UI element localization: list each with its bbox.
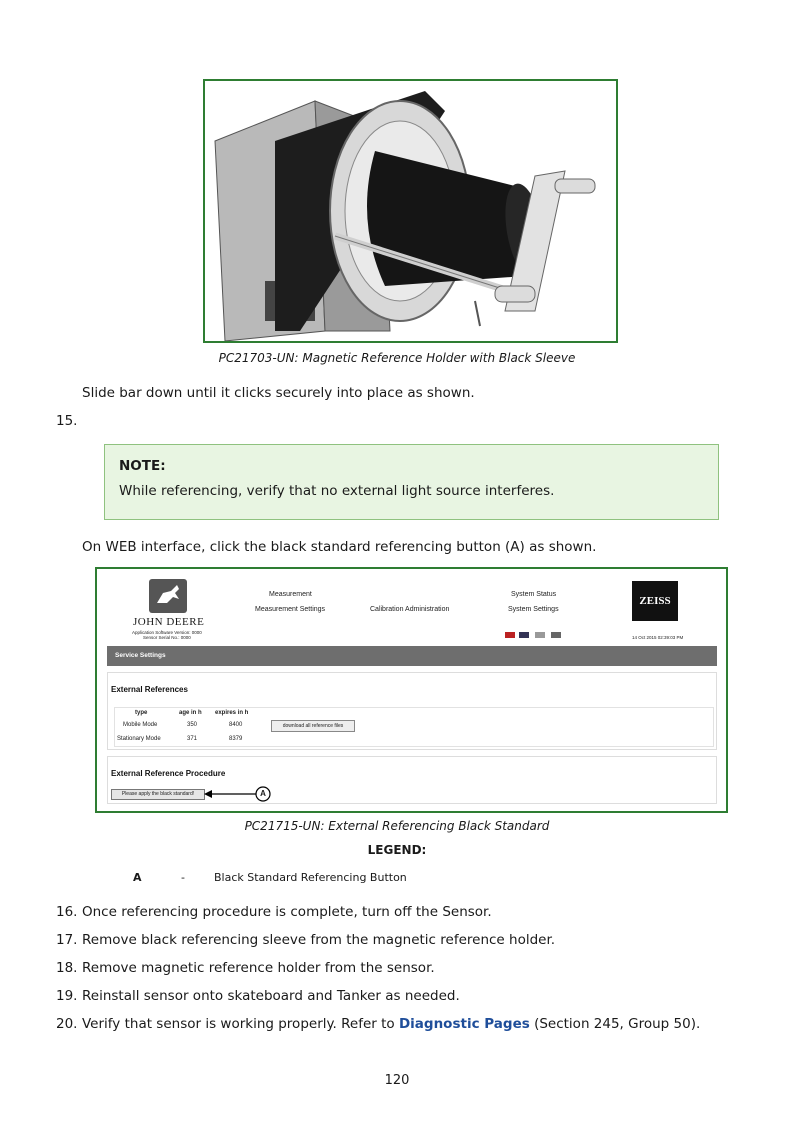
menu-measurement-settings[interactable]: Measurement Settings — [255, 606, 326, 613]
table-header-expires: expires in h — [215, 710, 249, 716]
external-references-title: External References — [111, 685, 188, 694]
menu-system-status[interactable]: System Status — [511, 591, 557, 598]
step15-number: 15. — [56, 413, 78, 429]
figure-web-interface — [95, 567, 728, 813]
table-row-mobile-expires: 8400 — [229, 722, 243, 728]
external-references-panel — [107, 672, 717, 750]
menu-system-settings[interactable]: System Settings — [508, 606, 559, 613]
table-row-mobile-age: 350 — [187, 722, 198, 728]
flag-uk-icon[interactable] — [519, 632, 529, 638]
step18-number: 18. — [56, 960, 78, 976]
table-header-type: type — [135, 710, 148, 716]
legend-description: Black Standard Referencing Button — [214, 871, 407, 884]
table-row-stationary-type: Stationary Mode — [117, 736, 161, 742]
step19-text: Reinstall sensor onto skateboard and Tanker as needed. — [82, 988, 460, 1004]
zeiss-logo: ZEISS — [632, 581, 678, 621]
flag-de-icon[interactable] — [551, 632, 561, 638]
flag-fr-icon[interactable] — [535, 632, 545, 638]
note-title: NOTE: — [119, 458, 166, 474]
step18-text: Remove magnetic reference holder from the sensor. — [82, 960, 435, 976]
sensor-serial: Sensor Serial No.: 0000 — [143, 635, 191, 640]
table-row-stationary-age: 371 — [187, 736, 198, 742]
legend-title: LEGEND: — [367, 843, 427, 857]
note-text: While referencing, verify that no external light source interferes. — [119, 483, 555, 499]
step17-text: Remove black referencing sleeve from the magnetic reference holder. — [82, 932, 556, 948]
step17-number: 17. — [56, 932, 78, 948]
step20-post: (Section 245, Group 50). — [529, 1016, 701, 1032]
callout-label: A — [260, 789, 266, 798]
step16-number: 16. — [56, 904, 78, 920]
step20-pre: Verify that sensor is working properly. Refer to — [82, 1016, 399, 1032]
note-box — [104, 444, 719, 520]
legend-dash: - — [181, 871, 185, 884]
download-reference-files-button[interactable]: download all reference files — [271, 720, 355, 732]
magnetic-reference-holder-photo — [205, 81, 616, 341]
table-header-age: age in h — [179, 710, 202, 716]
step15-text: On WEB interface, click the black standard referencing button (A) as shown. — [82, 539, 597, 555]
diagnostic-pages-link[interactable]: Diagnostic Pages — [398, 1016, 530, 1032]
page-number: 120 — [384, 1073, 410, 1088]
john-deere-deer-icon — [149, 579, 187, 613]
step20-number: 20. — [56, 1016, 78, 1032]
timestamp: 14 Oct 2015 02:39:03 PM — [632, 635, 684, 640]
table-row-mobile-type: Mobile Mode — [123, 722, 158, 728]
flag-us-icon[interactable] — [505, 632, 515, 638]
service-settings-label: Service Settings — [115, 652, 166, 659]
john-deere-wordmark: JOHN DEERE — [133, 616, 205, 628]
legend-key: A — [133, 871, 142, 884]
references-table — [114, 707, 714, 747]
figure-magnetic-reference-holder — [203, 79, 618, 343]
reference-procedure-panel — [107, 756, 717, 804]
black-standard-button[interactable]: Please apply the black standard! — [111, 789, 205, 800]
step14-text: Slide bar down until it clicks securely into place as shown. — [82, 385, 475, 401]
table-row-stationary-expires: 8379 — [229, 736, 243, 742]
menu-measurement[interactable]: Measurement — [269, 591, 312, 598]
menu-calibration-administration[interactable]: Calibration Administration — [370, 606, 450, 613]
service-settings-bar — [107, 646, 717, 666]
figure1-caption: PC21703-UN: Magnetic Reference Holder with Black Sleeve — [218, 351, 576, 365]
step20-text — [82, 1016, 700, 1032]
procedure-title: External Reference Procedure — [111, 769, 226, 778]
figure2-caption: PC21715-UN: External Referencing Black Standard — [244, 819, 550, 833]
app-version: Application Software Version: 0000 — [132, 630, 202, 635]
step19-number: 19. — [56, 988, 78, 1004]
step16-text: Once referencing procedure is complete, turn off the Sensor. — [82, 904, 492, 920]
